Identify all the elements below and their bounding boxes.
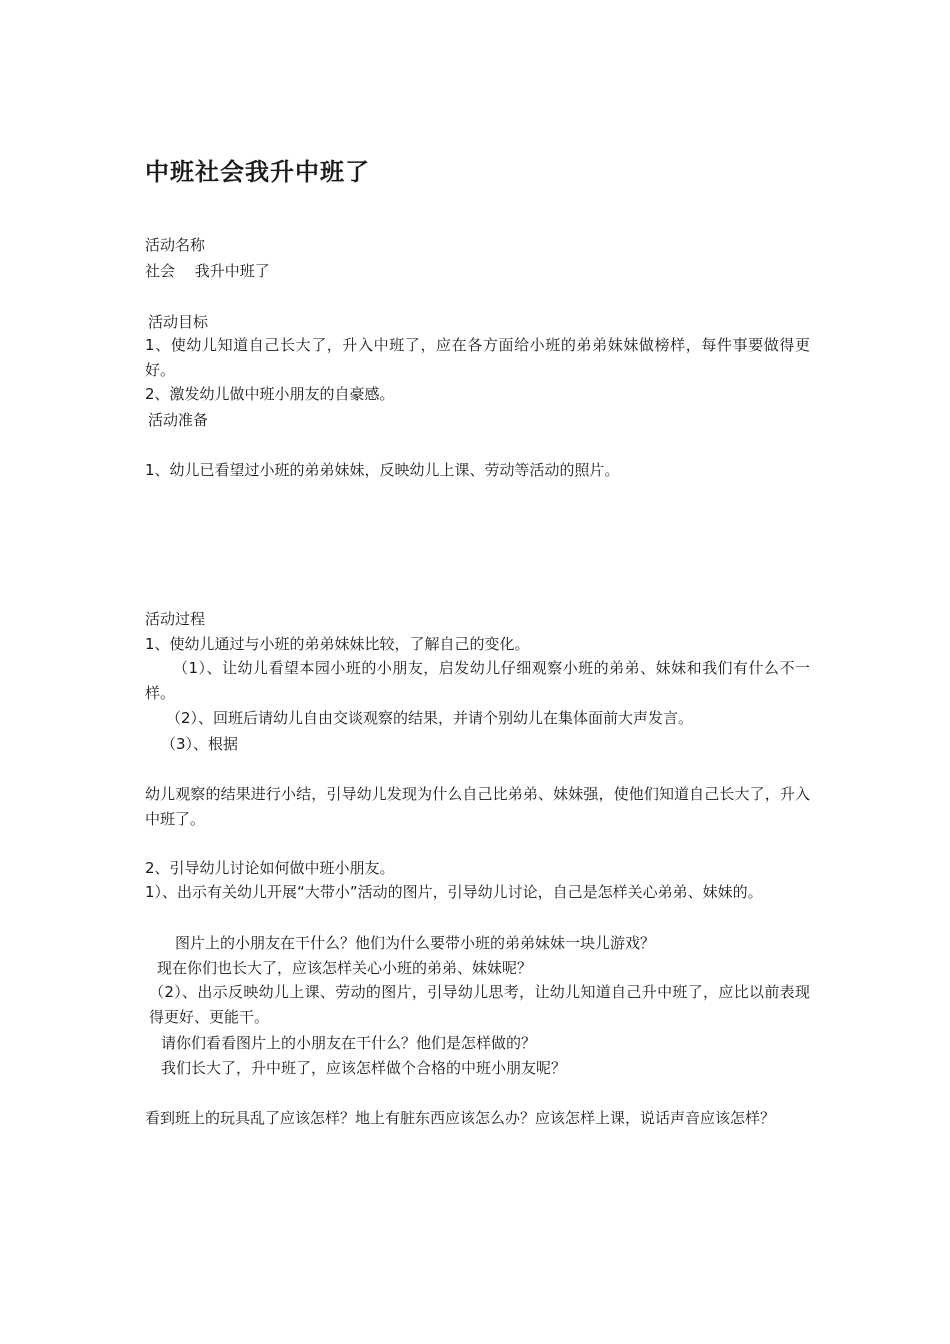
preparation-heading: 活动准备: [148, 411, 209, 429]
process-step-2-1: 1）、出示有关幼儿开展“大带小”活动的图片，引导幼儿讨论，自己是怎样关心弟弟、妹妹的。: [145, 883, 763, 901]
process-step-1: 1、使幼儿通过与小班的弟弟妹妹比较，了解自己的变化。: [145, 635, 530, 653]
question-2: 现在你们也长大了，应该怎样关心小班的弟弟、妹妹呢？: [157, 959, 533, 977]
process-step-1-1: （1）、让幼儿看望本园小班的小朋友，启发幼儿仔细观察小班的弟弟、妹妹和我们有什么不一样。: [145, 659, 810, 702]
page-title: 中班社会我升中班了: [145, 158, 370, 186]
process-heading: 活动过程: [145, 610, 206, 628]
goal-item-1: 1、使幼儿知道自己长大了，升入中班了，应在各方面给小班的弟弟妹妹做榜样，每件事要做得更好。: [145, 336, 810, 379]
goal-item-2: 2、激发幼儿做中班小朋友的自豪感。: [145, 385, 395, 403]
activity-name-heading: 活动名称: [145, 236, 206, 254]
process-step-2: 2、引导幼儿讨论如何做中班小朋友。: [145, 859, 395, 877]
question-5: 看到班上的玩具乱了应该怎样？地上有脏东西应该怎么办？应该怎样上课，说话声音应该怎样？: [145, 1109, 776, 1127]
activity-name-value: 社会 我升中班了: [145, 262, 270, 280]
process-step-1-3-cont: 幼儿观察的结果进行小结，引导幼儿发现为什么自己比弟弟、妹妹强，使他们知道自己长大了，升入中班了。: [145, 785, 810, 828]
question-3: 请你们看看图片上的小朋友在干什么？他们是怎样做的？: [161, 1034, 537, 1052]
process-step-1-2: （2）、回班后请幼儿自由交谈观察的结果，并请个别幼儿在集体面前大声发言。: [166, 709, 694, 727]
goals-heading: 活动目标: [148, 313, 209, 331]
preparation-item-1: 1、幼儿已看望过小班的弟弟妹妹，反映幼儿上课、劳动等活动的照片。: [145, 461, 620, 479]
question-4: 我们长大了，升中班了，应该怎样做个合格的中班小朋友呢？: [161, 1059, 567, 1077]
question-1: 图片上的小朋友在干什么？他们为什么要带小班的弟弟妹妹一块儿游戏？: [175, 934, 656, 952]
process-step-2-2: （2）、出示反映幼儿上课、劳动的图片，引导幼儿思考，让幼儿知道自己升中班了，应比以前表现得更好、更能干。: [149, 983, 810, 1026]
process-step-1-3: （3）、根据: [161, 735, 239, 753]
